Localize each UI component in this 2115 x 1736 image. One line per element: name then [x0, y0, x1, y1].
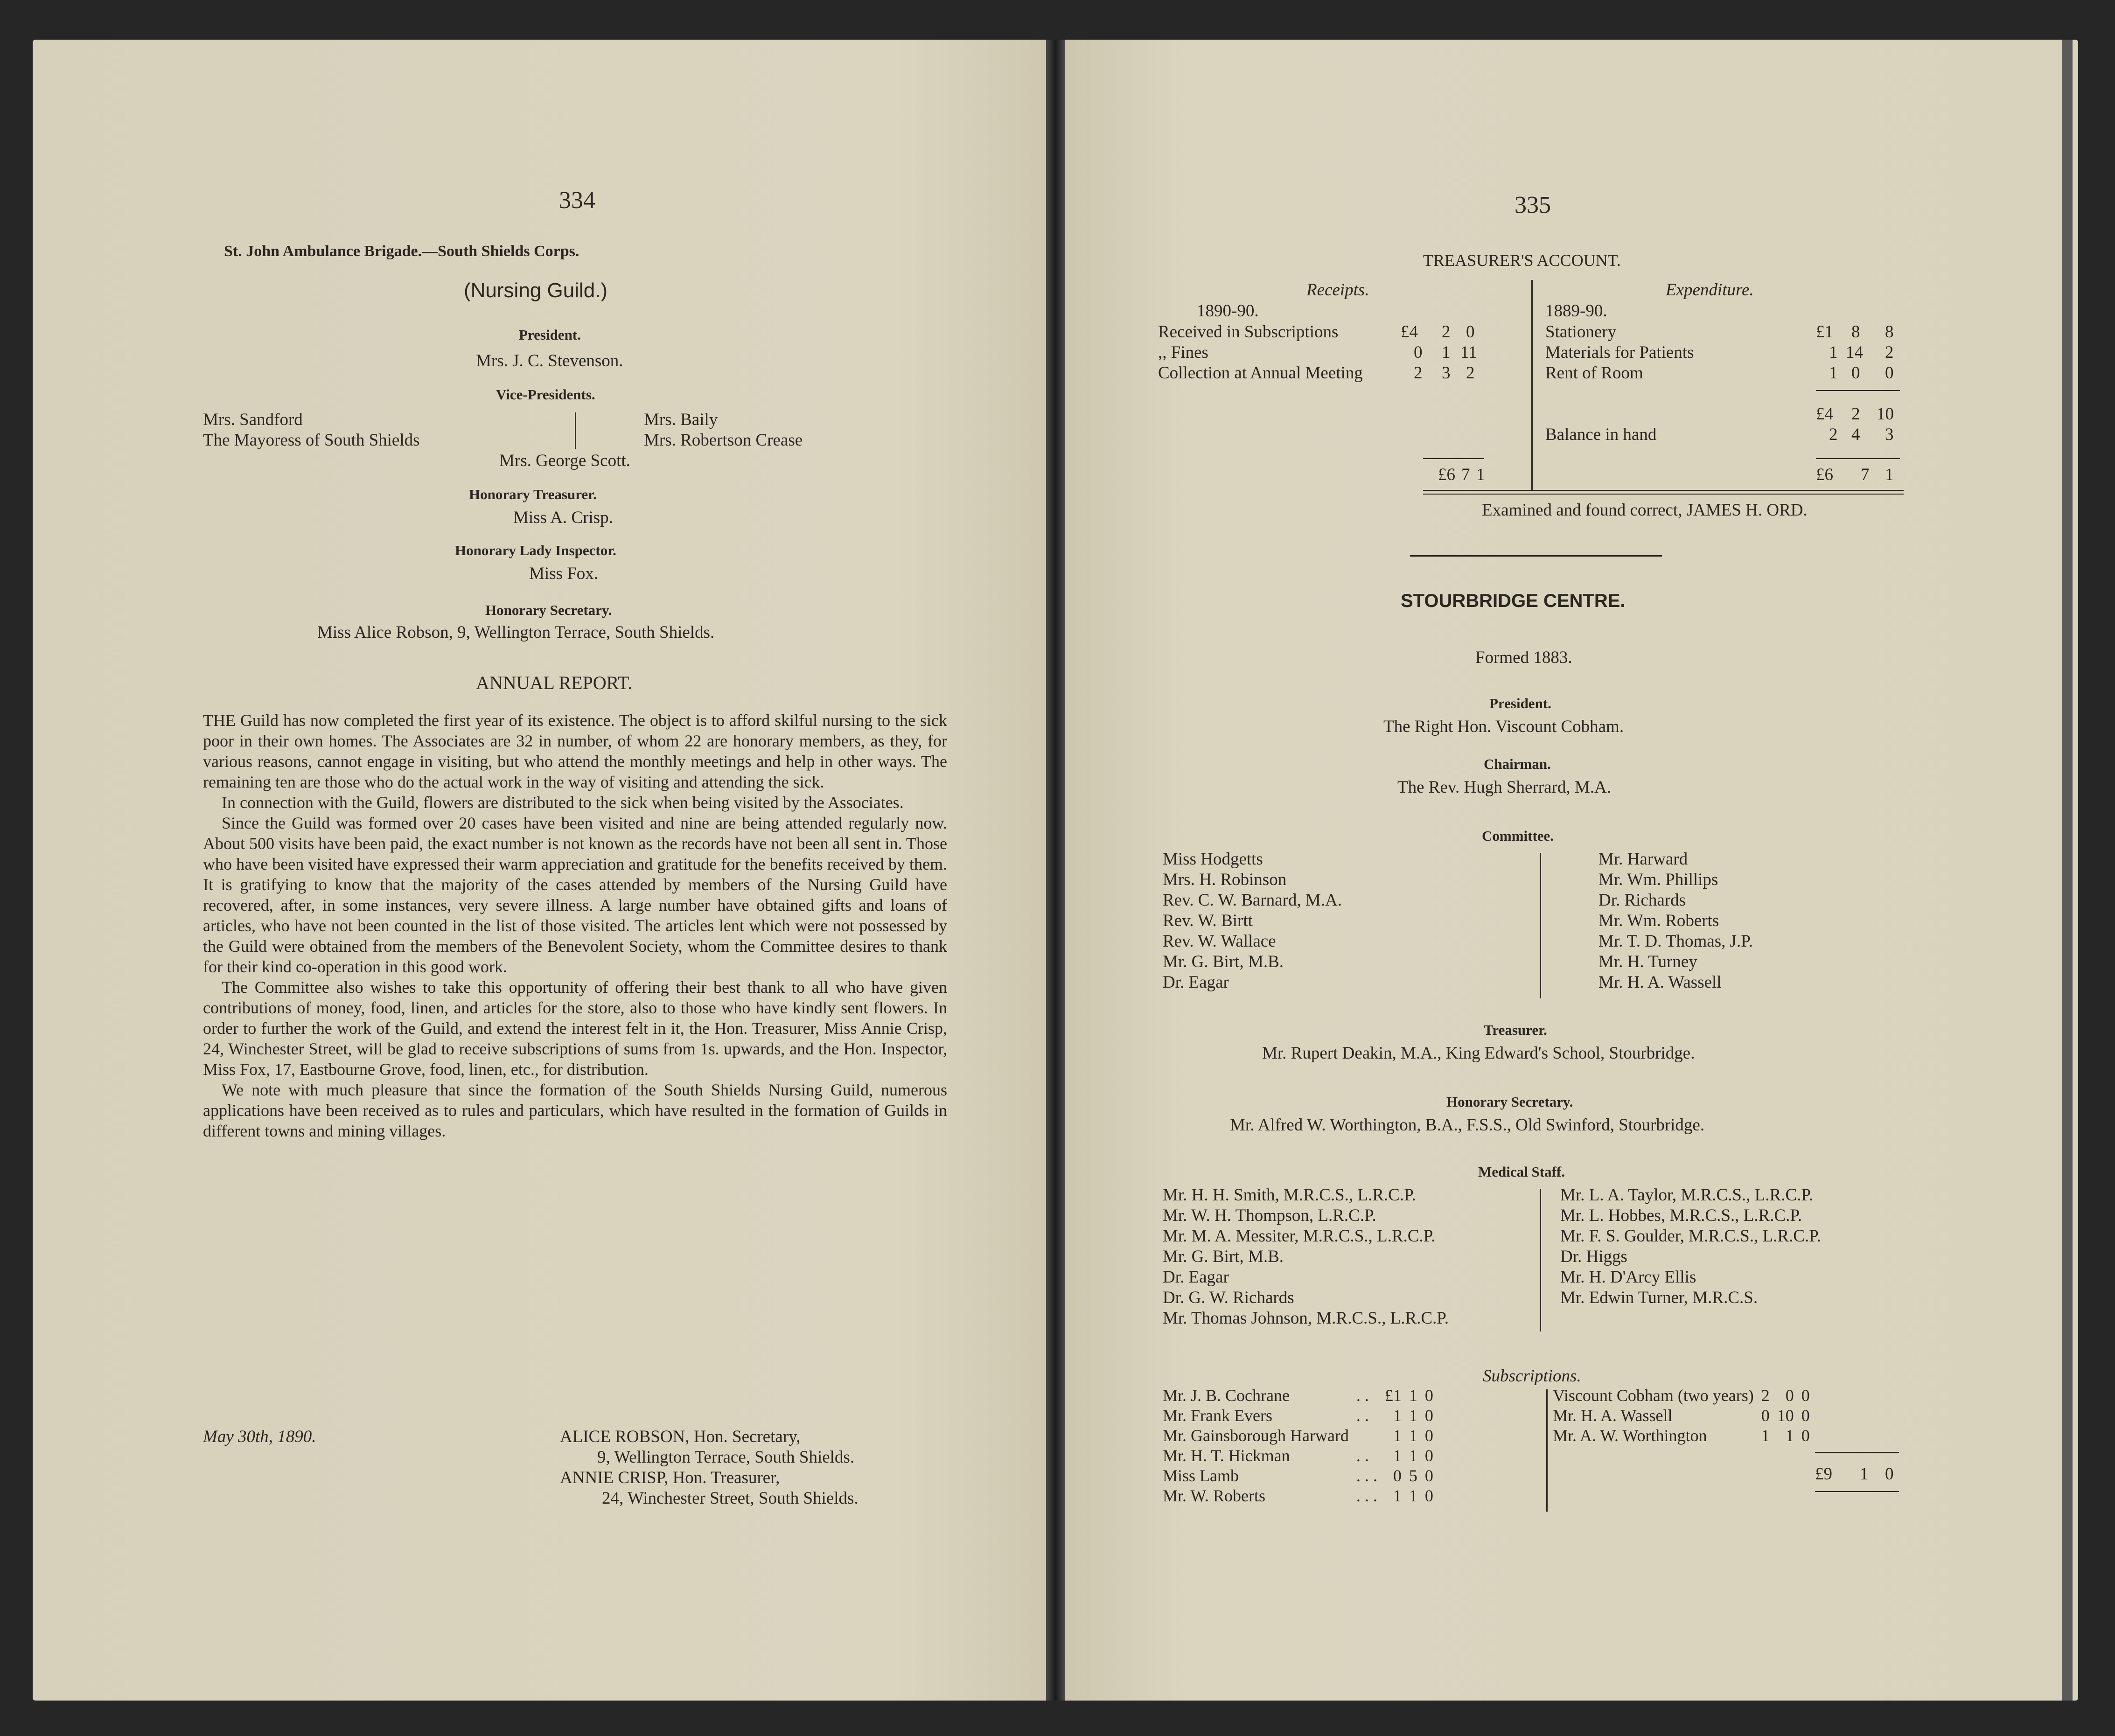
receipts-total: 1 — [1476, 465, 1485, 484]
medical-member: Mr. L. Hobbes, M.R.C.S., L.R.C.P. — [1560, 1206, 1802, 1225]
amount: 0 — [1424, 1466, 1433, 1485]
expenditure-total: 7 — [1861, 465, 1870, 484]
subscriptions-rule — [1815, 1491, 1899, 1492]
amount: 1 — [1409, 1446, 1417, 1465]
subscription-row — [1159, 1446, 1437, 1466]
committee-member: Miss Hodgetts — [1163, 850, 1263, 869]
amount: 1 — [1785, 1426, 1794, 1445]
report-paragraph: Since the Guild was formed over 20 cases have been visited and nine are being attended regularly now. About 500 visits have been paid, the exact number is not known as the records have not been all sent in. Those who have been visited have expressed their warm appreciation and gratitude for the benefits received by them. It is gratifying to know that the majority of the cases attended by members of the Nursing Guild have recovered, after, in some instances, very severe illness. A large number have obtained gifts and loans of articles, who have not been counted in the list of those visited. The articles lent which were not possessed by the Guild were obtained from the members of the Benevolent Society, whom the Committee desires to thank for their kind co-operation in this good work. — [203, 814, 947, 976]
signature-line-2: 9, Wellington Terrace, South Shields. — [597, 1448, 855, 1467]
committee-member: Dr. Richards — [1598, 891, 1686, 910]
medical-divider — [1540, 1189, 1541, 1332]
amount: 1 — [1761, 1426, 1770, 1445]
medical-right — [1560, 1185, 1924, 1308]
amount: 1 — [1409, 1486, 1417, 1505]
secretary-label: Honorary Secretary. — [485, 602, 612, 618]
committee-member: Mr. Harward — [1598, 850, 1688, 869]
committee-left — [1163, 849, 1466, 993]
stourbridge-president-name: The Right Hon. Viscount Cobham. — [1383, 717, 1624, 736]
receipt-amount: 2 — [1442, 322, 1451, 342]
section-subheading: (Nursing Guild.) — [464, 279, 608, 302]
section-rule — [1410, 555, 1662, 557]
leader — [1353, 1426, 1381, 1446]
balance-label: Balance in hand — [1545, 425, 1657, 444]
vp-left-1: Mrs. Sandford — [203, 410, 303, 429]
subscriber: Mr. W. Roberts — [1163, 1486, 1266, 1505]
expenditure-subtotal: 2 — [1851, 404, 1860, 424]
medical-member: Dr. G. W. Richards — [1163, 1288, 1294, 1307]
subscriptions-label: Subscriptions. — [1483, 1366, 1581, 1386]
leader: . . . — [1356, 1486, 1377, 1505]
section-heading: St. John Ambulance Brigade.—South Shields Corps. — [224, 243, 579, 260]
report-paragraph: THE Guild has now completed the first year of its existence. The object is to afford skilful nursing to the sick poor in their own homes. The Associates are 32 in number, of whom 22 are honorary members, as they, for various reasons, cannot engage in visiting, but who attend the monthly meetings and help in other ways. The remaining ten are those who do the actual work in the way of visiting and attending the sick. — [203, 711, 947, 791]
medical-member: Mr. F. S. Goulder, M.R.C.S., L.R.C.P. — [1560, 1227, 1821, 1246]
expenditure-amount: 2 — [1885, 343, 1894, 362]
amount: 0 — [1424, 1446, 1433, 1465]
amount: 1 — [1393, 1446, 1402, 1465]
total-double-rule — [1423, 490, 1904, 491]
subscription-row — [1159, 1466, 1437, 1486]
committee-member: Mr. G. Birt, M.B. — [1163, 952, 1284, 971]
subscriptions-rule — [1815, 1452, 1899, 1453]
committee-member: Rev. W. Birtt — [1163, 911, 1253, 930]
secretary-name: Miss Alice Robson, 9, Wellington Terrace, South Shields. — [317, 623, 715, 642]
subscription-row — [1159, 1406, 1437, 1426]
expenditure-rule — [1816, 458, 1900, 459]
receipt-amount: 11 — [1460, 343, 1477, 362]
expenditure-rule — [1816, 390, 1900, 391]
subscriber: Mr. H. T. Hickman — [1163, 1446, 1290, 1465]
page-number-left: 334 — [559, 187, 595, 214]
committee-member: Mr. H. A. Wassell — [1598, 973, 1722, 992]
expenditure-subtotal: £4 — [1816, 404, 1833, 424]
receipt-amount: 0 — [1414, 343, 1423, 362]
chairman-label: Chairman. — [1484, 756, 1551, 772]
amount: 1 — [1393, 1486, 1402, 1505]
vp-right-1: Mrs. Baily — [644, 410, 718, 429]
receipt-amount: 0 — [1466, 322, 1475, 342]
receipts-label: Receipts. — [1306, 280, 1369, 300]
subscription-row — [1549, 1426, 1814, 1446]
committee-member: Rev. W. Wallace — [1163, 932, 1276, 951]
receipts-total: 7 — [1461, 465, 1470, 484]
examined-line: Examined and found correct, JAMES H. ORD. — [1482, 501, 1808, 520]
balance-amount: 4 — [1851, 425, 1860, 444]
expenditure-total: £6 — [1816, 465, 1833, 484]
report-title: ANNUAL REPORT. — [476, 672, 633, 693]
committee-member: Mr. T. D. Thomas, J.P. — [1598, 932, 1753, 951]
balance-amount: 3 — [1885, 425, 1894, 444]
account-divider — [1531, 280, 1533, 491]
medical-member: Mr. G. Birt, M.B. — [1163, 1247, 1284, 1266]
report-paragraph: The Committee also wishes to take this opportunity of offering their best thank to all who have given contributions of money, food, linen, and articles for the store, also to those who have kindly sent flowers. In order to further the work of the Guild, and extend the interest felt in it, the Hon. Treasurer, Miss Annie Crisp, 24, Winchester Street, will be glad to receive subscriptions of sums from 1s. upwards, and the Hon. Inspector, Miss Fox, 17, Eastbourne Grove, food, linen, etc., for distribution. — [203, 978, 947, 1079]
subscriptions-right — [1549, 1386, 1814, 1446]
committee-member: Rev. C. W. Barnard, M.A. — [1163, 891, 1342, 910]
medical-member: Mr. L. A. Taylor, M.R.C.S., L.R.C.P. — [1560, 1185, 1814, 1205]
subscriber: Viscount Cobham (two years) — [1553, 1386, 1754, 1405]
committee-member: Dr. Eagar — [1163, 973, 1229, 992]
expenditure-amount: 0 — [1885, 363, 1894, 383]
medical-label: Medical Staff. — [1478, 1164, 1565, 1180]
expenditure-amount: 8 — [1851, 322, 1860, 342]
amount: 1 — [1393, 1406, 1402, 1425]
expenditure-amount: 8 — [1885, 322, 1894, 342]
president-label: President. — [519, 327, 581, 343]
amount: 0 — [1424, 1386, 1433, 1405]
expenditure-amount: £1 — [1816, 322, 1833, 342]
expenditure-amount: 1 — [1829, 363, 1838, 383]
receipt-amount: 1 — [1442, 343, 1451, 362]
medical-left — [1163, 1185, 1545, 1329]
subscriber: Mr. J. B. Cochrane — [1163, 1386, 1290, 1405]
subscriptions-left — [1159, 1386, 1437, 1506]
medical-member: Mr. H. H. Smith, M.R.C.S., L.R.C.P. — [1163, 1185, 1416, 1205]
expenditure-amount: 0 — [1851, 363, 1860, 383]
subscriber: Mr. H. A. Wassell — [1553, 1406, 1673, 1425]
medical-member: Mr. W. H. Thompson, L.R.C.P. — [1163, 1206, 1376, 1225]
treasurer-name: Miss A. Crisp. — [513, 508, 613, 527]
formed-line: Formed 1883. — [1475, 648, 1572, 667]
subscription-row — [1549, 1386, 1814, 1406]
medical-member: Mr. M. A. Messiter, M.R.C.S., L.R.C.P. — [1163, 1227, 1436, 1246]
amount: £1 — [1384, 1386, 1402, 1405]
amount: 0 — [1424, 1486, 1433, 1505]
amount: 0 — [1801, 1406, 1810, 1425]
leader: . . — [1356, 1386, 1369, 1405]
medical-member: Dr. Eagar — [1163, 1268, 1229, 1287]
committee-divider — [1540, 853, 1541, 998]
amount: 0 — [1424, 1426, 1433, 1445]
expenditure-year: 1889-90. — [1545, 301, 1607, 321]
page-edge — [2062, 40, 2073, 1701]
president-name: Mrs. J. C. Stevenson. — [476, 351, 623, 370]
amount: 0 — [1761, 1406, 1770, 1425]
treasurer-label: Honorary Treasurer. — [469, 486, 597, 502]
leader: . . — [1356, 1406, 1369, 1425]
expenditure-total: 1 — [1885, 465, 1894, 484]
amount: 10 — [1777, 1406, 1794, 1425]
committee-member: Mr. Wm. Phillips — [1598, 870, 1718, 889]
receipt-amount: 2 — [1466, 363, 1475, 383]
amount: 5 — [1409, 1466, 1417, 1485]
subscriptions-total: 0 — [1885, 1464, 1894, 1484]
vp-bottom: Mrs. George Scott. — [499, 451, 630, 470]
expenditure-amount: 14 — [1846, 343, 1863, 362]
balance-amount: 2 — [1829, 425, 1838, 444]
receipts-year: 1890-90. — [1197, 301, 1259, 321]
leader: . . . — [1356, 1466, 1377, 1485]
account-title: TREASURER'S ACCOUNT. — [1423, 251, 1621, 270]
amount: 1 — [1409, 1386, 1417, 1405]
leader: . . — [1356, 1446, 1369, 1465]
committee-member: Mr. Wm. Roberts — [1598, 911, 1719, 930]
subscriber: Miss Lamb — [1163, 1466, 1239, 1485]
medical-member: Mr. H. D'Arcy Ellis — [1560, 1268, 1696, 1287]
receipt-row: Collection at Annual Meeting — [1158, 363, 1363, 383]
amount: 0 — [1801, 1426, 1810, 1445]
subscriptions-divider — [1546, 1389, 1548, 1512]
receipt-row: ,, Fines — [1158, 343, 1208, 362]
receipt-amount: 2 — [1414, 363, 1423, 383]
signature-line-1: ALICE ROBSON, Hon. Secretary, — [560, 1427, 801, 1446]
receipt-amount: 3 — [1442, 363, 1451, 383]
subscriber: Mr. A. W. Worthington — [1553, 1426, 1707, 1445]
report-paragraph: We note with much pleasure that since the formation of the South Shields Nursing Guild, numerous applications have been received as to rules and particulars, which have resulted in the formation of Guilds in different towns and mining villages. — [203, 1081, 947, 1140]
stourbridge-treasurer-name: Mr. Rupert Deakin, M.A., King Edward's School, Stourbridge. — [1262, 1044, 1695, 1063]
expenditure-label: Expenditure. — [1666, 280, 1754, 300]
lady-inspector-label: Honorary Lady Inspector. — [455, 542, 616, 558]
report-date: May 30th, 1890. — [203, 1427, 316, 1446]
subscription-row — [1159, 1386, 1437, 1406]
committee-label: Committee. — [1482, 828, 1554, 844]
subscriber: Mr. Gainsborough Harward — [1163, 1426, 1349, 1445]
subscriber: Mr. Frank Evers — [1163, 1406, 1272, 1425]
vp-right-2: Mrs. Robertson Crease — [644, 431, 803, 450]
amount: 0 — [1424, 1406, 1433, 1425]
amount: 1 — [1409, 1406, 1417, 1425]
medical-member: Mr. Thomas Johnson, M.R.C.S., L.R.C.P. — [1163, 1309, 1449, 1328]
amount: 1 — [1393, 1426, 1402, 1445]
subscription-row — [1549, 1406, 1814, 1426]
expenditure-row: Materials for Patients — [1545, 343, 1694, 362]
vice-presidents-label: Vice-Presidents. — [496, 386, 595, 403]
signature-line-4: 24, Winchester Street, South Shields. — [602, 1489, 859, 1508]
amount: 2 — [1761, 1386, 1770, 1405]
receipt-row: Received in Subscriptions — [1158, 322, 1339, 342]
amount: 0 — [1393, 1466, 1402, 1485]
signature-line-3: ANNIE CRISP, Hon. Treasurer, — [560, 1468, 780, 1487]
amount: 0 — [1801, 1386, 1810, 1405]
medical-member: Mr. Edwin Turner, M.R.C.S. — [1560, 1288, 1758, 1307]
page-number-right: 335 — [1515, 192, 1551, 218]
subscription-row — [1159, 1486, 1437, 1506]
lady-inspector-name: Miss Fox. — [529, 564, 599, 583]
stourbridge-secretary-name: Mr. Alfred W. Worthington, B.A., F.S.S., Old Swinford, Stourbridge. — [1230, 1116, 1705, 1135]
receipts-total: £6 — [1438, 465, 1455, 484]
expenditure-row: Rent of Room — [1545, 363, 1643, 383]
vp-divider — [575, 412, 576, 449]
committee-member: Mr. H. Turney — [1598, 952, 1697, 971]
book-gutter — [1046, 40, 1065, 1701]
expenditure-amount: 1 — [1829, 343, 1838, 362]
amount: 1 — [1409, 1426, 1417, 1445]
stourbridge-secretary-label: Honorary Secretary. — [1446, 1094, 1573, 1110]
report-body — [203, 710, 947, 1141]
total-double-rule — [1423, 494, 1904, 495]
centre-title: STOURBRIDGE CENTRE. — [1401, 591, 1626, 611]
committee-member: Mrs. H. Robinson — [1163, 870, 1287, 889]
vp-left-2: The Mayoress of South Shields — [203, 431, 420, 450]
report-paragraph: In connection with the Guild, flowers are distributed to the sick when being visited by the Associates. — [222, 793, 904, 812]
subscriptions-total: £9 — [1815, 1464, 1832, 1484]
subscriptions-total: 1 — [1860, 1464, 1869, 1484]
receipt-amount: £4 — [1401, 322, 1418, 342]
stourbridge-president-label: President. — [1489, 695, 1551, 711]
expenditure-row: Stationery — [1545, 322, 1617, 342]
expenditure-subtotal: 10 — [1877, 404, 1894, 424]
committee-right — [1598, 849, 1878, 993]
amount: 0 — [1785, 1386, 1794, 1405]
chairman-name: The Rev. Hugh Sherrard, M.A. — [1397, 778, 1611, 797]
medical-member: Dr. Higgs — [1560, 1247, 1627, 1266]
stourbridge-treasurer-label: Treasurer. — [1484, 1022, 1547, 1038]
receipts-rule — [1423, 458, 1484, 459]
subscription-row — [1159, 1426, 1437, 1446]
